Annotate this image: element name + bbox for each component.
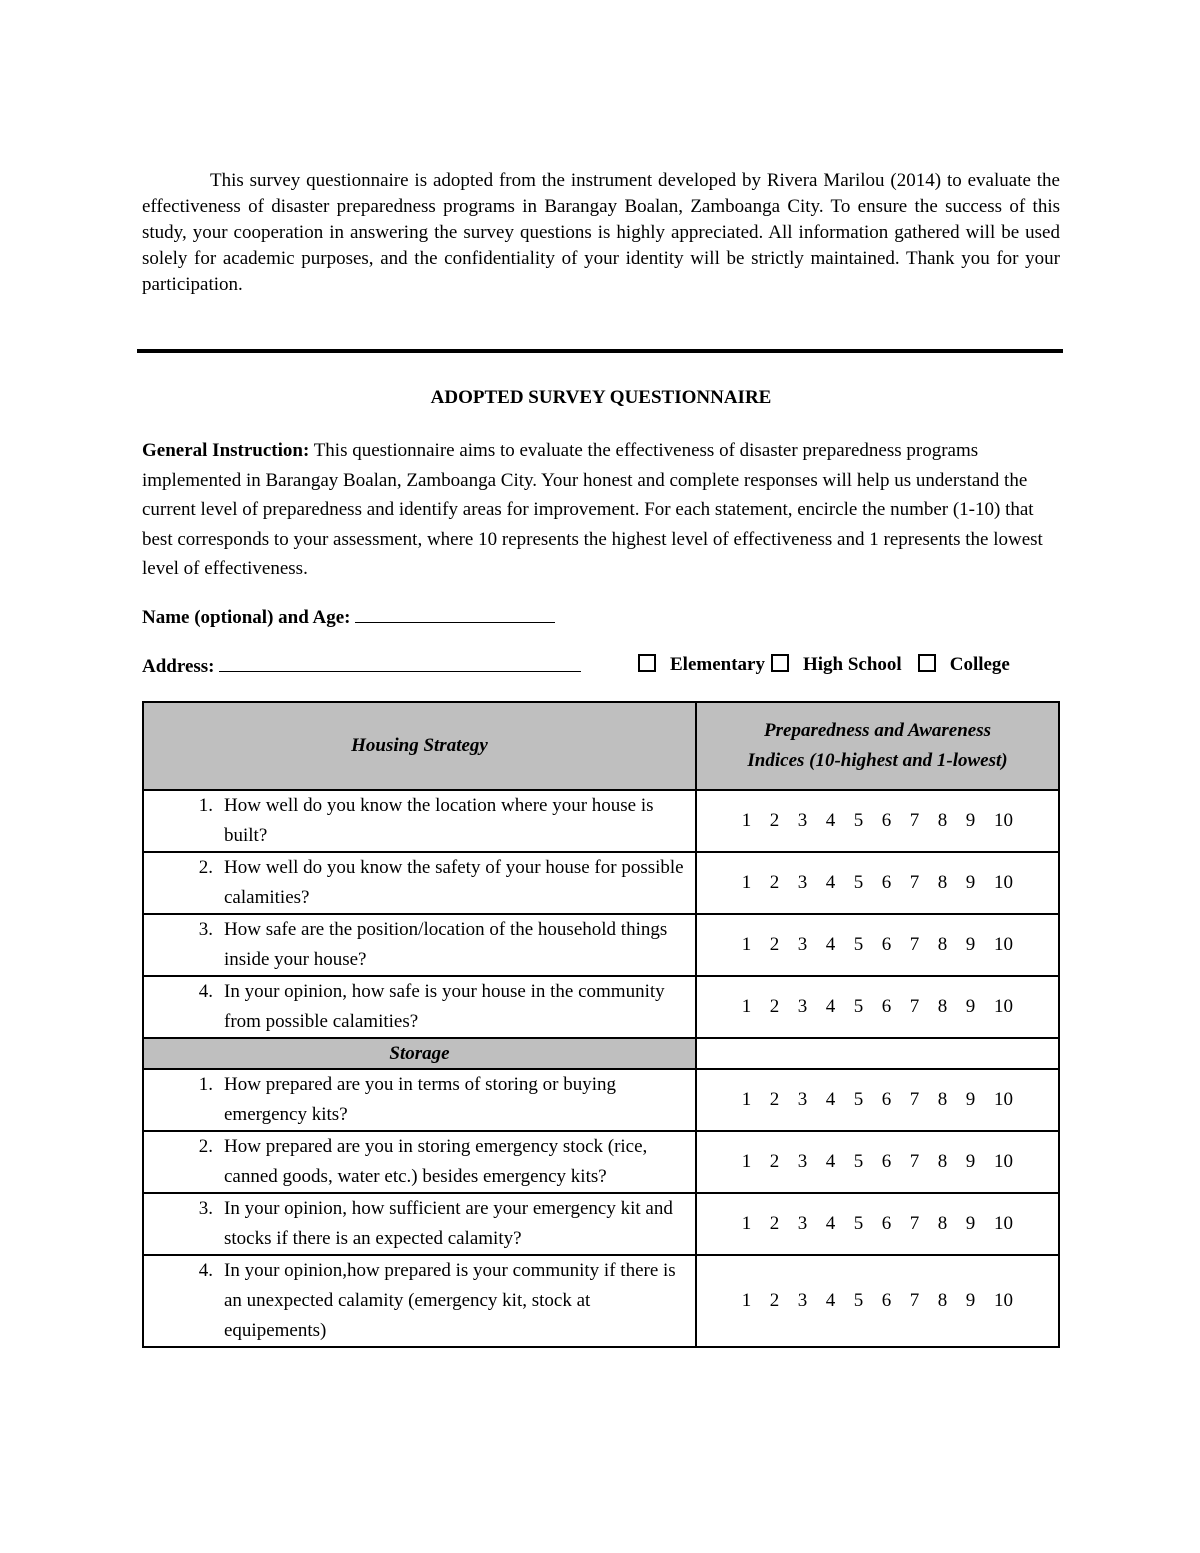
rating-option[interactable]: 7 [909, 810, 920, 831]
table-row [143, 1131, 1059, 1193]
checkbox-icon[interactable] [918, 654, 936, 672]
rating-option[interactable]: 3 [797, 1089, 808, 1110]
instruction-text: This questionnaire aims to evaluate the effectiveness of disaster preparedness programs implemented in Barangay Boalan, Zamboanga City. Your honest and complete responses will help us understand the current level of preparedness and identify areas for improvement. For each statement, encircle the number (1-10) that best corresponds to your assessment, where 10 represents the highest level of effectiveness and 1 represents the lowest level of effectiveness. [142, 440, 1043, 579]
housing-section [143, 790, 1059, 1038]
question-cell [143, 852, 696, 914]
rating-option[interactable]: 2 [769, 1151, 780, 1172]
rating-option[interactable]: 8 [937, 934, 948, 955]
section-blank-cell [696, 1038, 1059, 1069]
rating-option[interactable]: 4 [825, 1290, 836, 1311]
storage-section [143, 1069, 1059, 1347]
name-age-label: Name (optional) and Age: [142, 607, 351, 628]
rating-option[interactable]: 4 [825, 1089, 836, 1110]
question-number: 4. [198, 1260, 213, 1281]
rating-option[interactable]: 1 [741, 934, 752, 955]
column-header-housing-strategy: Housing Strategy [143, 702, 696, 790]
rating-scale-cell [696, 976, 1059, 1038]
rating-scale-cell [696, 790, 1059, 852]
rating-option[interactable]: 3 [797, 1213, 808, 1234]
address-blank[interactable] [219, 652, 581, 672]
rating-option[interactable]: 10 [994, 1290, 1013, 1311]
rating-option[interactable]: 1 [741, 810, 752, 831]
rating-option[interactable]: 10 [994, 1089, 1013, 1110]
education-option-elementary[interactable] [638, 652, 765, 678]
question-text: How prepared are you in storing emergency stock (rice, canned goods, water etc.) besides emergency kits? [224, 1136, 648, 1187]
education-option-high-school[interactable] [771, 652, 902, 678]
rating-option[interactable]: 4 [825, 1151, 836, 1172]
education-option-college[interactable] [918, 652, 1010, 678]
name-age-blank[interactable] [355, 603, 555, 623]
storage-section-row [143, 1038, 1059, 1069]
question-text: How prepared are you in terms of storing or buying emergency kits? [224, 1074, 617, 1125]
column-header-indices [696, 702, 1059, 790]
rating-option[interactable]: 6 [881, 1089, 892, 1110]
rating-option[interactable]: 8 [937, 996, 948, 1017]
question-cell [143, 976, 696, 1038]
rating-option[interactable]: 6 [881, 1290, 892, 1311]
rating-option[interactable]: 2 [769, 1290, 780, 1311]
rating-option[interactable]: 9 [965, 934, 976, 955]
rating-option[interactable]: 8 [937, 1290, 948, 1311]
rating-option[interactable]: 1 [741, 996, 752, 1017]
education-options [638, 652, 1010, 678]
rating-option[interactable]: 9 [965, 996, 976, 1017]
question-number: 2. [198, 857, 213, 878]
rating-option[interactable]: 3 [797, 996, 808, 1017]
question-number: 1. [198, 795, 213, 816]
education-label: Elementary [670, 654, 765, 675]
rating-option[interactable]: 8 [937, 872, 948, 893]
question-cell [143, 1193, 696, 1255]
rating-option[interactable]: 7 [909, 934, 920, 955]
rating-option[interactable]: 3 [797, 934, 808, 955]
rating-option[interactable]: 4 [825, 1213, 836, 1234]
rating-option[interactable]: 9 [965, 1089, 976, 1110]
survey-table [142, 701, 1060, 1348]
rating-option[interactable]: 3 [797, 1151, 808, 1172]
question-cell [143, 1255, 696, 1347]
rating-option[interactable]: 5 [853, 810, 864, 831]
horizontal-rule [137, 349, 1063, 353]
rating-option[interactable]: 2 [769, 1213, 780, 1234]
rating-option[interactable]: 6 [881, 1213, 892, 1234]
instruction-label: General Instruction: [142, 440, 310, 461]
rating-scale-cell [696, 1255, 1059, 1347]
rating-option[interactable]: 2 [769, 1089, 780, 1110]
question-text: In your opinion, how sufficient are your emergency kit and stocks if there is an expected calamity? [224, 1198, 673, 1249]
rating-option[interactable]: 1 [741, 1213, 752, 1234]
rating-option[interactable]: 1 [741, 1089, 752, 1110]
rating-option[interactable]: 1 [741, 1290, 752, 1311]
rating-option[interactable]: 1 [741, 872, 752, 893]
table-header-row [143, 702, 1059, 790]
rating-option[interactable]: 7 [909, 1151, 920, 1172]
general-instruction [142, 436, 1060, 584]
question-number: 2. [198, 1136, 213, 1157]
question-number: 3. [198, 1198, 213, 1219]
rating-option[interactable]: 2 [769, 872, 780, 893]
rating-option[interactable]: 10 [994, 996, 1013, 1017]
rating-option[interactable]: 7 [909, 1290, 920, 1311]
rating-option[interactable]: 9 [965, 1290, 976, 1311]
rating-option[interactable]: 3 [797, 810, 808, 831]
page-title: ADOPTED SURVEY QUESTIONNAIRE [430, 387, 772, 408]
intro-text: This survey questionnaire is adopted from the instrument developed by Rivera Marilou (2014) to evaluate the effectiveness of disaster preparedness programs in Barangay Boalan, Zamboanga City. To ensure the success of this study, your cooperation in answering the survey questions is highly appreciated. All information gathered will be used solely for academic purposes, and the confidentiality of your identity will be strictly maintained. Thank you for your participation. [142, 170, 1060, 295]
table-row [143, 914, 1059, 976]
rating-option[interactable]: 4 [825, 996, 836, 1017]
rating-option[interactable]: 5 [853, 996, 864, 1017]
rating-option[interactable]: 6 [881, 996, 892, 1017]
rating-option[interactable]: 7 [909, 1213, 920, 1234]
question-text: How well do you know the location where your house is built? [224, 795, 654, 846]
rating-option[interactable]: 6 [881, 1151, 892, 1172]
question-text: How safe are the position/location of the household things inside your house? [224, 919, 668, 970]
rating-option[interactable]: 6 [881, 872, 892, 893]
rating-option[interactable]: 1 [741, 1151, 752, 1172]
rating-option[interactable]: 10 [994, 872, 1013, 893]
rating-option[interactable]: 3 [797, 872, 808, 893]
address-label: Address: [142, 656, 215, 677]
section-label-storage: Storage [143, 1038, 696, 1069]
rating-option[interactable]: 4 [825, 934, 836, 955]
checkbox-icon[interactable] [638, 654, 656, 672]
rating-option[interactable]: 8 [937, 1089, 948, 1110]
checkbox-icon[interactable] [771, 654, 789, 672]
indices-header-line-1: Preparedness and Awareness [764, 720, 991, 741]
question-text: In your opinion,how prepared is your community if there is an unexpected calamity (emergency kit, stock at equipements) [224, 1260, 676, 1341]
rating-scale-cell [696, 1069, 1059, 1131]
rating-option[interactable]: 9 [965, 1213, 976, 1234]
education-label: College [949, 654, 1010, 675]
table-row [143, 1193, 1059, 1255]
rating-scale-cell [696, 852, 1059, 914]
rating-option[interactable]: 4 [825, 872, 836, 893]
question-text: How well do you know the safety of your house for possible calamities? [224, 857, 684, 908]
table-row [143, 976, 1059, 1038]
rating-option[interactable]: 2 [769, 934, 780, 955]
table-row [143, 852, 1059, 914]
rating-option[interactable]: 4 [825, 810, 836, 831]
question-number: 1. [198, 1074, 213, 1095]
rating-scale-cell [696, 1193, 1059, 1255]
rating-option[interactable]: 2 [769, 810, 780, 831]
question-text: In your opinion, how safe is your house in the community from possible calamities? [224, 981, 665, 1032]
question-number: 3. [198, 919, 213, 940]
table-row [143, 1069, 1059, 1131]
rating-option[interactable]: 5 [853, 1089, 864, 1110]
rating-option[interactable]: 6 [881, 934, 892, 955]
rating-scale-cell [696, 914, 1059, 976]
rating-option[interactable]: 8 [937, 810, 948, 831]
rating-option[interactable]: 3 [797, 1290, 808, 1311]
table-row [143, 1255, 1059, 1347]
question-cell [143, 1069, 696, 1131]
question-cell [143, 914, 696, 976]
rating-option[interactable]: 10 [994, 1151, 1013, 1172]
rating-option[interactable]: 9 [965, 872, 976, 893]
rating-option[interactable]: 9 [965, 1151, 976, 1172]
rating-option[interactable]: 5 [853, 1151, 864, 1172]
address-row [142, 652, 1060, 680]
rating-scale-cell [696, 1131, 1059, 1193]
rating-option[interactable]: 2 [769, 996, 780, 1017]
table-row [143, 790, 1059, 852]
rating-option[interactable]: 7 [909, 872, 920, 893]
indices-header-line-2: Indices (10-highest and 1-lowest) [747, 750, 1008, 771]
question-cell [143, 790, 696, 852]
name-age-field [142, 603, 555, 631]
rating-option[interactable]: 9 [965, 810, 976, 831]
rating-option[interactable]: 8 [937, 1151, 948, 1172]
rating-option[interactable]: 5 [853, 872, 864, 893]
rating-option[interactable]: 7 [909, 1089, 920, 1110]
rating-option[interactable]: 5 [853, 1213, 864, 1234]
question-number: 4. [198, 981, 213, 1002]
rating-option[interactable]: 10 [994, 934, 1013, 955]
intro-paragraph [142, 168, 1060, 298]
rating-option[interactable]: 6 [881, 810, 892, 831]
rating-option[interactable]: 7 [909, 996, 920, 1017]
education-label: High School [802, 654, 902, 675]
rating-option[interactable]: 5 [853, 1290, 864, 1311]
question-cell [143, 1131, 696, 1193]
rating-option[interactable]: 8 [937, 1213, 948, 1234]
rating-option[interactable]: 5 [853, 934, 864, 955]
rating-option[interactable]: 10 [994, 1213, 1013, 1234]
rating-option[interactable]: 10 [994, 810, 1013, 831]
